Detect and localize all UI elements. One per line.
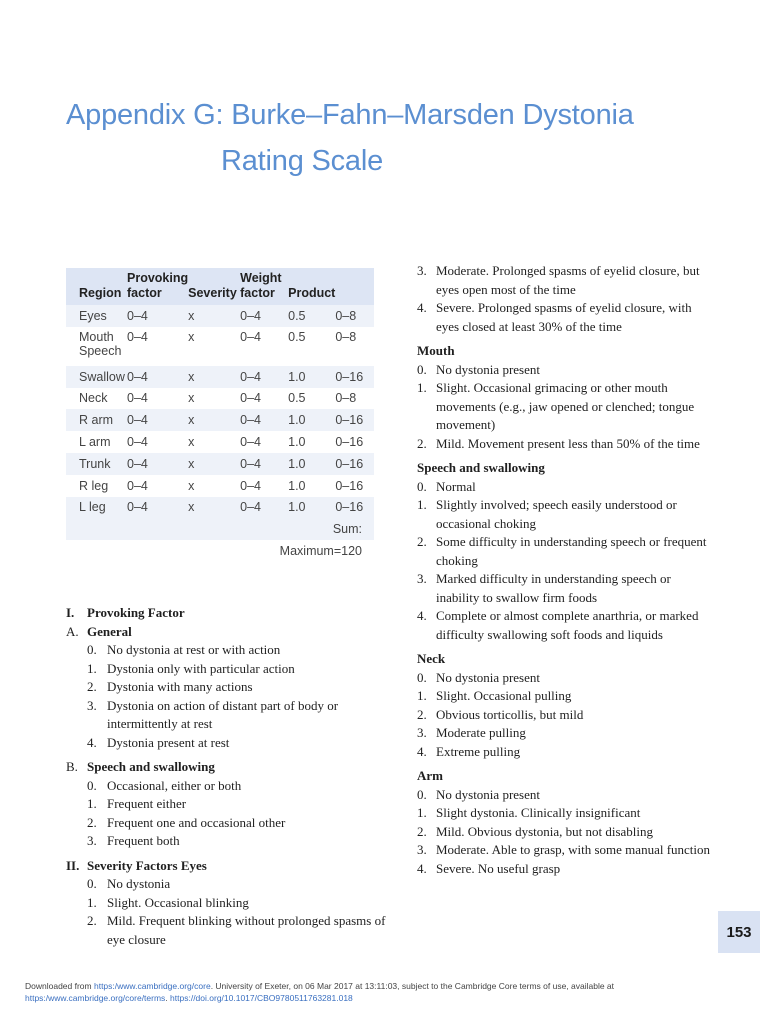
header-provoking: Provoking factor xyxy=(127,268,188,305)
left-column xyxy=(66,604,386,949)
cambridge-core-link[interactable]: https:/www.cambridge.org/core xyxy=(93,981,211,991)
cell-region: Neck xyxy=(79,391,108,406)
cell-region: R leg xyxy=(79,478,109,493)
download-footer xyxy=(25,980,745,1004)
list-item xyxy=(417,607,717,644)
list-item xyxy=(417,786,717,805)
item-text: Severe. Prolonged spasms of eyelid closure, with eyes closed at least 30% of the time xyxy=(436,300,692,334)
list-item xyxy=(417,435,717,454)
terms-link[interactable]: https:/www.cambridge.org/core/terms xyxy=(25,993,166,1003)
page-title xyxy=(66,92,686,184)
table-row xyxy=(66,388,374,410)
item-number: 0. xyxy=(417,786,427,802)
item-number: 2. xyxy=(417,823,427,839)
page-number: 153 xyxy=(718,911,760,953)
list-item xyxy=(417,669,717,688)
item-text: Slightly involved; speech easily understood or occasional choking xyxy=(436,497,677,531)
header-severity: Severity xyxy=(188,268,240,305)
cell-severity: x xyxy=(188,453,240,475)
item-number: 4. xyxy=(417,300,427,315)
list-item xyxy=(417,743,717,762)
header-blank xyxy=(335,268,374,305)
cell-severity-range: 0–4 xyxy=(240,409,288,431)
table-sum: Sum: xyxy=(66,518,374,540)
table-row xyxy=(66,366,374,388)
cell-severity-range: 0–4 xyxy=(240,453,288,475)
cell-severity: x xyxy=(188,497,240,519)
cell-severity: x xyxy=(188,366,240,388)
footer-text: . University of Exeter, on 06 Mar 2017 at 13:11:03, subject to the Cambridge Core terms of use, available at xyxy=(210,981,615,991)
cell-region: L arm xyxy=(79,435,111,450)
cell-weight: 1.0 xyxy=(288,478,306,493)
cell-severity: x xyxy=(188,305,240,327)
section-heading: II. Severity Factors Eyes xyxy=(66,857,207,873)
cell-product: 0–8 xyxy=(335,329,357,344)
item-number: 3. xyxy=(417,263,427,278)
item-text: No dystonia at rest or with action xyxy=(107,642,281,657)
cell-weight: 1.0 xyxy=(288,497,335,519)
list-item xyxy=(417,299,717,336)
item-number: 2. xyxy=(417,534,427,549)
list-item xyxy=(66,777,386,796)
header-weight: Weight factor xyxy=(240,268,288,305)
cell-weight: 1.0 xyxy=(288,366,335,388)
item-text: Complete or almost complete anarthria, or marked difficulty swallowing soft foods and liquids xyxy=(436,608,699,642)
item-number: 1. xyxy=(417,497,427,512)
cell-severity-range: 0–4 xyxy=(240,305,288,327)
list-item xyxy=(417,687,717,706)
cell-severity-range: 0–4 xyxy=(240,478,261,493)
cell-severity-range: 0–4 xyxy=(240,497,288,519)
table-row xyxy=(66,305,374,327)
item-number: 1. xyxy=(417,805,427,820)
list-item xyxy=(417,804,717,823)
table-maximum-row xyxy=(66,540,374,562)
item-number: 4. xyxy=(417,743,427,759)
item-text: Dystonia with many actions xyxy=(107,679,253,694)
list-item xyxy=(66,832,386,851)
table-sum-row xyxy=(66,518,374,540)
category-heading-arm: Arm xyxy=(417,768,443,783)
list-item xyxy=(417,379,717,435)
cell-provoking: 0–4 xyxy=(127,478,148,493)
cell-product: 0–8 xyxy=(335,305,374,327)
list-item xyxy=(417,706,717,725)
item-text: Mild. Frequent blinking without prolonged spasms of eye closure xyxy=(107,913,386,947)
cell-severity: x xyxy=(188,391,195,406)
cell-provoking: 0–4 xyxy=(127,366,188,388)
list-item xyxy=(417,533,717,570)
cell-region: Eyes xyxy=(66,305,127,327)
list-item xyxy=(417,570,717,607)
cell-product: 0–16 xyxy=(335,435,364,450)
cell-provoking: 0–4 xyxy=(127,391,148,406)
table-row xyxy=(66,497,374,519)
list-item xyxy=(417,361,717,380)
footer-text: Downloaded from xyxy=(25,981,94,991)
cell-severity: x xyxy=(188,478,195,493)
cell-severity-range: 0–4 xyxy=(240,391,261,406)
item-number: 0. xyxy=(417,669,427,685)
item-text: Frequent both xyxy=(107,833,180,848)
list-item xyxy=(66,678,386,697)
item-number: 0. xyxy=(87,777,97,793)
cell-provoking: 0–4 xyxy=(127,305,188,327)
item-text: Frequent one and occasional other xyxy=(107,814,286,830)
item-number: 0. xyxy=(417,361,427,377)
table-row xyxy=(66,431,374,453)
cell-severity-range: 0–4 xyxy=(240,366,288,388)
cell-product: 0–16 xyxy=(335,409,374,431)
item-number: 1. xyxy=(87,796,97,811)
subsection-heading: B. Speech and swallowing xyxy=(66,759,215,774)
title-line-1: Appendix G: Burke–Fahn–Marsden Dystonia xyxy=(66,99,634,131)
item-number: 0. xyxy=(417,478,427,494)
cell-severity-range: 0–4 xyxy=(240,435,261,450)
cell-provoking: 0–4 xyxy=(127,435,148,450)
title-line-2: Rating Scale xyxy=(221,145,384,177)
item-number: 1. xyxy=(417,688,427,703)
item-number: 2. xyxy=(87,679,97,694)
list-item xyxy=(66,795,386,814)
right-column xyxy=(417,262,717,878)
item-text: Slight dystonia. Clinically insignificant xyxy=(436,805,641,820)
category-heading-speech: Speech and swallowing xyxy=(417,460,545,475)
table-row xyxy=(66,327,374,366)
item-text: Normal xyxy=(436,478,476,494)
cell-provoking: 0–4 xyxy=(127,497,188,519)
cell-severity: x xyxy=(188,435,195,450)
cell-weight: 1.0 xyxy=(288,435,306,450)
header-product: Product xyxy=(288,268,335,305)
list-item xyxy=(417,262,717,299)
cell-region: Swallow xyxy=(66,366,127,388)
cell-region: R arm xyxy=(66,409,127,431)
item-text: Obvious torticollis, but mild xyxy=(436,706,584,722)
table-header-row xyxy=(66,268,374,305)
list-item xyxy=(417,841,717,860)
item-number: 4. xyxy=(417,608,427,623)
item-number: 2. xyxy=(87,814,97,830)
list-item xyxy=(66,814,386,833)
item-number: 3. xyxy=(417,842,427,857)
item-number: 2. xyxy=(417,706,427,722)
item-text: Dystonia only with particular action xyxy=(107,660,295,676)
item-number: 4. xyxy=(87,734,97,750)
item-text: No dystonia present xyxy=(436,786,540,802)
list-item xyxy=(417,860,717,879)
list-item xyxy=(66,912,386,949)
item-number: 4. xyxy=(417,860,427,876)
item-number: 3. xyxy=(87,697,97,713)
cell-severity: x xyxy=(188,409,240,431)
header-region: Region xyxy=(66,268,127,305)
cell-product: 0–16 xyxy=(335,366,374,388)
item-number: 1. xyxy=(87,894,97,910)
item-text: Some difficulty in understanding speech or frequent choking xyxy=(436,534,707,568)
table-maximum: Maximum=120 xyxy=(279,544,362,559)
list-item xyxy=(417,496,717,533)
cell-product: 0–16 xyxy=(335,478,364,493)
item-text: Extreme pulling xyxy=(436,743,521,759)
cell-weight: 1.0 xyxy=(288,453,335,475)
list-item xyxy=(66,697,386,734)
rating-table xyxy=(66,268,374,562)
item-text: Severe. No useful grasp xyxy=(436,860,561,876)
item-text: Slight. Occasional pulling xyxy=(436,688,572,703)
item-text: No dystonia present xyxy=(436,669,540,685)
doi-link[interactable]: https://doi.org/10.1017/CBO9780511763281.018 xyxy=(170,993,353,1003)
list-item xyxy=(66,641,386,660)
list-item xyxy=(417,724,717,743)
item-text: Frequent either xyxy=(107,796,187,811)
cell-product: 0–8 xyxy=(335,391,357,406)
item-number: 1. xyxy=(87,660,97,676)
item-text: Slight. Occasional grimacing or other mouth movements (e.g., jaw opened or clenched; tongue movement) xyxy=(436,380,695,432)
table-row xyxy=(66,475,374,497)
item-text: No dystonia present xyxy=(436,361,540,377)
item-text: Slight. Occasional blinking xyxy=(107,894,249,910)
item-text: Mild. Movement present less than 50% of the time xyxy=(436,435,700,451)
list-item xyxy=(66,660,386,679)
cell-severity-range: 0–4 xyxy=(240,329,261,344)
list-item xyxy=(66,894,386,913)
cell-region: Mouth Speech xyxy=(79,329,122,358)
cell-weight: 0.5 xyxy=(288,329,306,344)
category-heading-mouth: Mouth xyxy=(417,343,455,358)
cell-weight: 0.5 xyxy=(288,305,335,327)
list-item xyxy=(417,478,717,497)
item-number: 2. xyxy=(417,435,427,451)
item-text: Moderate. Prolonged spasms of eyelid closure, but eyes open most of the time xyxy=(436,263,700,297)
item-number: 3. xyxy=(87,833,97,848)
cell-product: 0–16 xyxy=(335,453,374,475)
list-item xyxy=(66,734,386,753)
item-number: 0. xyxy=(87,876,97,891)
section-heading: I. Provoking Factor xyxy=(66,605,185,620)
item-text: Moderate. Able to grasp, with some manual function xyxy=(436,842,711,857)
list-item xyxy=(417,823,717,842)
item-text: Moderate pulling xyxy=(436,725,526,740)
cell-weight: 1.0 xyxy=(288,409,335,431)
cell-provoking: 0–4 xyxy=(127,409,188,431)
item-text: Mild. Obvious dystonia, but not disabling xyxy=(436,823,654,839)
item-text: Dystonia present at rest xyxy=(107,734,230,750)
item-text: Marked difficulty in understanding speech or inability to swallow firm foods xyxy=(436,571,671,605)
footer-text: . xyxy=(165,993,171,1003)
item-number: 3. xyxy=(417,725,427,740)
cell-region: L leg xyxy=(66,497,127,519)
cell-provoking: 0–4 xyxy=(127,453,188,475)
item-number: 1. xyxy=(417,380,427,395)
item-text: Dystonia on action of distant part of body or intermittently at rest xyxy=(107,697,339,731)
cell-severity: x xyxy=(188,329,195,344)
cell-provoking: 0–4 xyxy=(127,329,148,344)
cell-region: Trunk xyxy=(66,453,127,475)
table-row xyxy=(66,409,374,431)
cell-weight: 0.5 xyxy=(288,391,306,406)
item-number: 3. xyxy=(417,571,427,586)
category-heading-neck: Neck xyxy=(417,651,446,666)
item-text: No dystonia xyxy=(107,876,171,891)
item-number: 2. xyxy=(87,913,97,928)
item-text: Occasional, either or both xyxy=(107,777,242,793)
list-item xyxy=(66,875,386,894)
table-row xyxy=(66,453,374,475)
subsection-heading: A. General xyxy=(66,623,132,639)
cell-product: 0–16 xyxy=(335,497,374,519)
item-number: 0. xyxy=(87,642,97,657)
